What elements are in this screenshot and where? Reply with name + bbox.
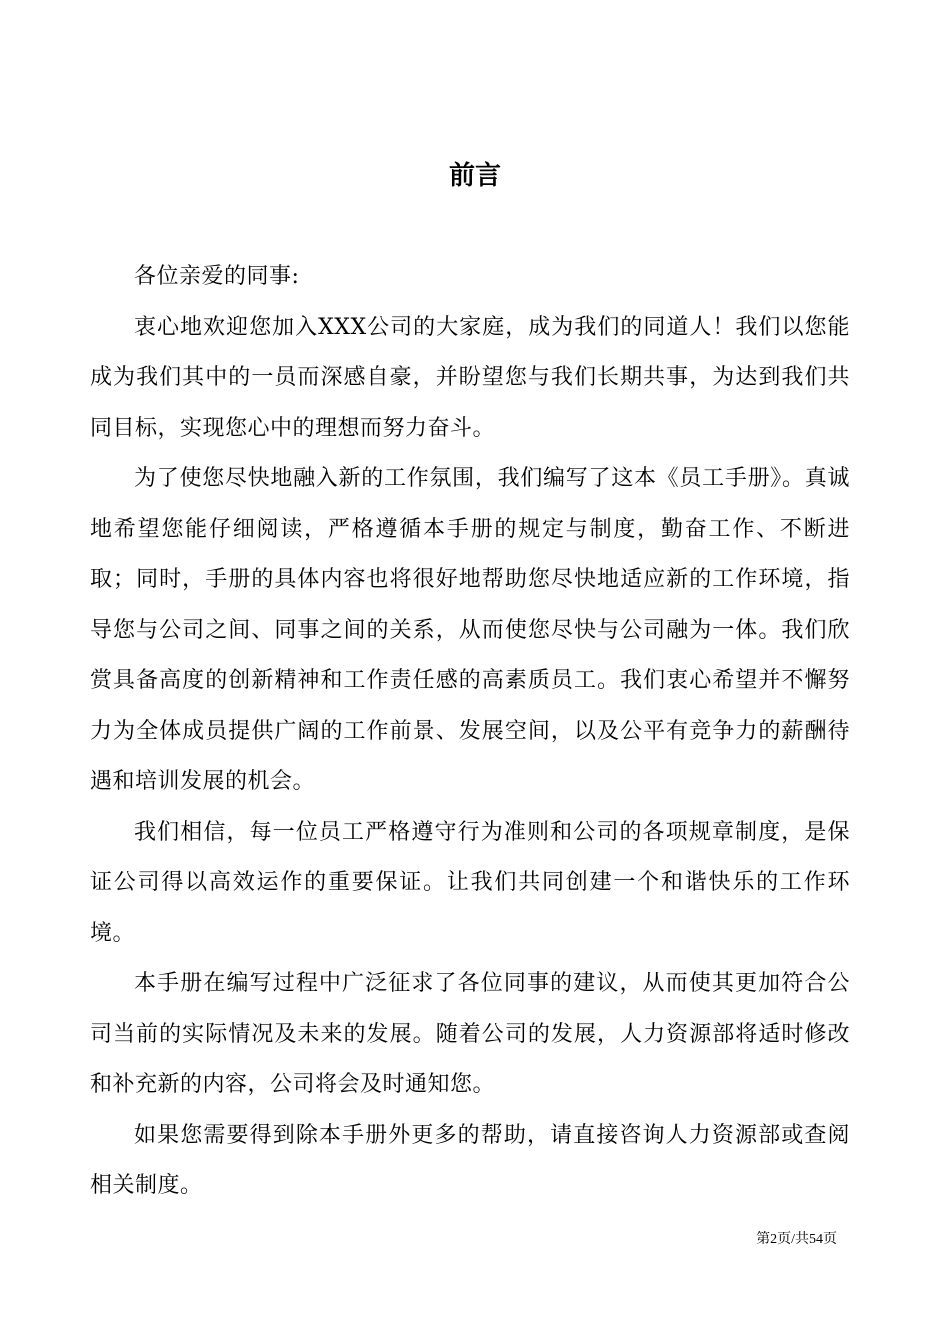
paragraph-revision: 本手册在编写过程中广泛征求了各位同事的建议，从而使其更加符合公司当前的实际情况及未来的发展。随着公司的发展，人力资源部将适时修改和补充新的内容，公司将会及时通知您。 [90, 971, 850, 1097]
paragraph-belief: 我们相信，每一位员工严格遵守行为准则和公司的各项规章制度，是保证公司得以高效运作的重要保证。让我们共同创建一个和谐快乐的工作环境。 [90, 819, 850, 946]
page-number-footer: 第2页/共54页 [756, 1232, 837, 1247]
salutation: 各位亲爱的同事: [134, 264, 300, 289]
paragraph-help: 如果您需要得到除本手册外更多的帮助，请直接咨询人力资源部或查阅相关制度。 [90, 1122, 850, 1198]
body-text [90, 252, 850, 1212]
page-title: 前言 [448, 161, 501, 191]
paragraph-welcome: 衷心地欢迎您加入XXX公司的大家庭，成为我们的同道人！我们以您能成为我们其中的一员而深感自豪，并盼望您与我们长期共事，为达到我们共同目标，实现您心中的理想而努力奋斗。 [90, 314, 850, 441]
paragraph-purpose: 为了使您尽快地融入新的工作氛围，我们编写了这本《员工手册》。真诚地希望您能仔细阅读，严格遵循本手册的规定与制度，勤奋工作、不断进取；同时，手册的具体内容也将很好地帮助您尽快地适应新的工作环境，指导您与公司之间、同事之间的关系，从而使您尽快与公司融为一体。我们欣赏具备高度的创新精神和工作责任感的高素质员工。我们衷心希望并不懈努力为全体成员提供广阔的工作前景、发展空间，以及公平有竞争力的薪酬待遇和培训发展的机会。 [90, 466, 850, 794]
